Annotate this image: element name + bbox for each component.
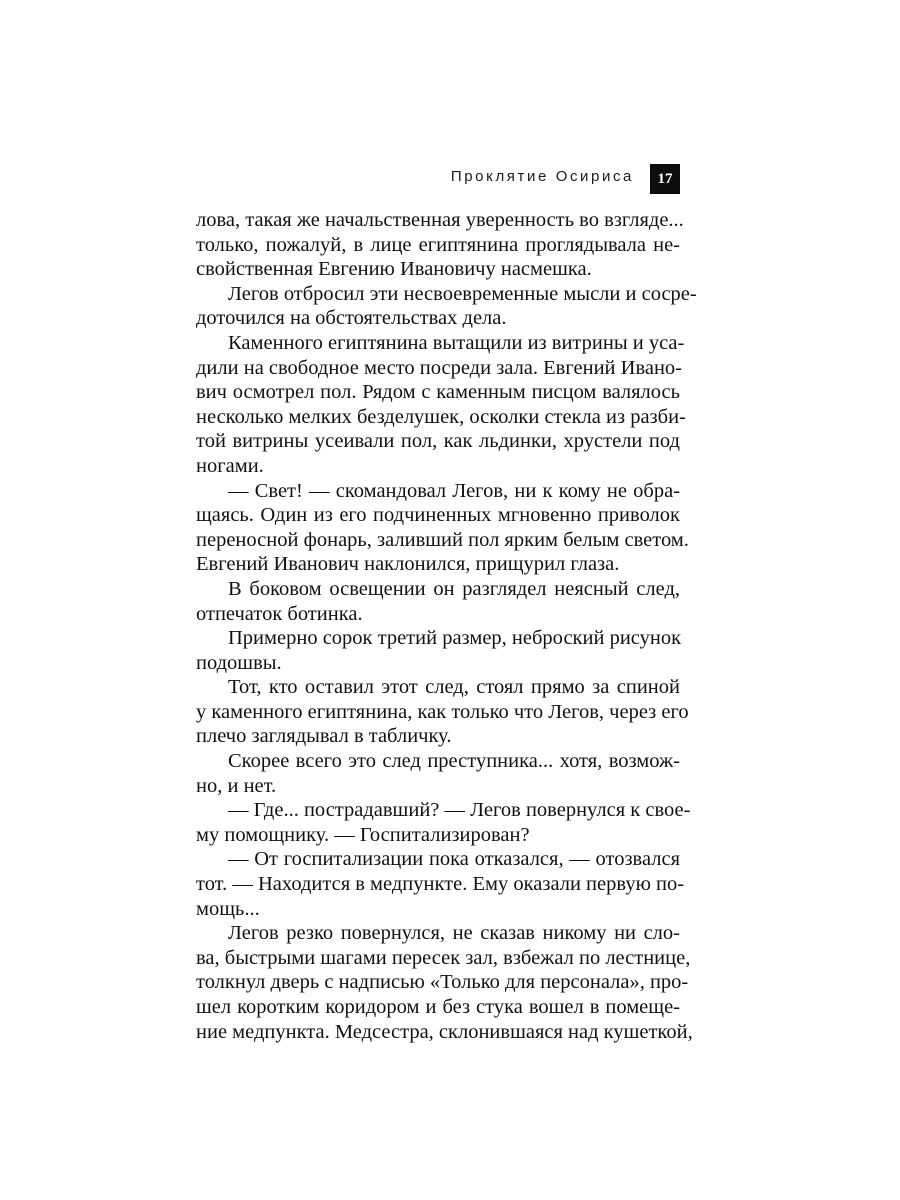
running-title: Проклятие Осириса xyxy=(450,168,634,185)
text-line: Примерно сорок третий размер, неброский рисунок xyxy=(228,627,682,650)
text-line: ние медпункта. Медсестра, склонившаяся над кушеткой, xyxy=(196,1020,693,1043)
text-line: Легов отбросил эти несвоевременные мысли и сосре- xyxy=(228,282,697,305)
text-line: ва, быстрыми шагами пересек зал, взбежал по лестнице, xyxy=(196,946,691,969)
text-line: у каменного египтянина, как только что Легов, через его xyxy=(196,700,689,723)
text-line: той витрины усеивали пол, как льдинки, хрустели под xyxy=(196,430,680,453)
text-line: только, пожалуй, в лице египтянина проглядывала не- xyxy=(196,233,680,256)
text-line: Евгений Иванович наклонился, прищурил глаза. xyxy=(196,553,620,576)
text-line: мощь... xyxy=(196,897,260,920)
body-text xyxy=(196,208,697,1044)
text-line: — Свет! — скомандовал Легов, ни к кому не обра- xyxy=(228,479,680,502)
text-line: свойственная Евгению Ивановичу насмешка. xyxy=(196,258,592,281)
text-line: дили на свободное место посреди зала. Евгений Ивано- xyxy=(196,356,682,379)
text-line: переносной фонарь, заливший пол ярким белым светом. xyxy=(196,528,689,551)
text-line: му помощнику. — Госпитализирован? xyxy=(196,823,530,846)
text-line: вич осмотрел пол. Рядом с каменным писцом валялось xyxy=(196,381,680,404)
text-line: Тот, кто оставил этот след, стоял прямо за спиной xyxy=(228,676,680,699)
text-line: Легов резко повернулся, не сказав никому ни сло- xyxy=(228,922,680,945)
text-line: плечо заглядывал в табличку. xyxy=(196,725,452,748)
text-line: Каменного египтянина вытащили из витрины и уса- xyxy=(228,331,685,354)
text-line: В боковом освещении он разглядел неясный след, xyxy=(228,577,680,600)
text-line: несколько мелких безделушек, осколки стекла из разби- xyxy=(196,405,686,428)
page-number: 17 xyxy=(657,170,673,187)
text-line: толкнул дверь с надписью «Только для персонала», про- xyxy=(196,971,689,994)
text-line: Скорее всего это след преступника... хотя, возмож- xyxy=(228,750,680,773)
text-line: щаясь. Один из его подчиненных мгновенно приволок xyxy=(196,504,680,527)
text-line: подошвы. xyxy=(196,651,282,674)
text-line: но, и нет. xyxy=(196,774,277,797)
page-number-badge xyxy=(650,164,680,194)
text-line: шел коротким коридором и без стука вошел в помеще- xyxy=(196,996,680,1018)
text-line: отпечаток ботинка. xyxy=(196,602,363,625)
text-line: доточился на обстоятельствах дела. xyxy=(196,307,507,330)
text-line: — От госпитализации пока отказался, — отозвался xyxy=(228,848,680,871)
text-line: лова, такая же начальственная уверенность во взгляде... xyxy=(196,209,684,231)
text-line: тот. — Находится в медпункте. Ему оказали первую по- xyxy=(196,873,685,896)
text-line: ногами. xyxy=(196,454,264,477)
running-head xyxy=(220,164,680,194)
text-line: — Где... пострадавший? — Легов повернулся к свое- xyxy=(228,799,691,822)
